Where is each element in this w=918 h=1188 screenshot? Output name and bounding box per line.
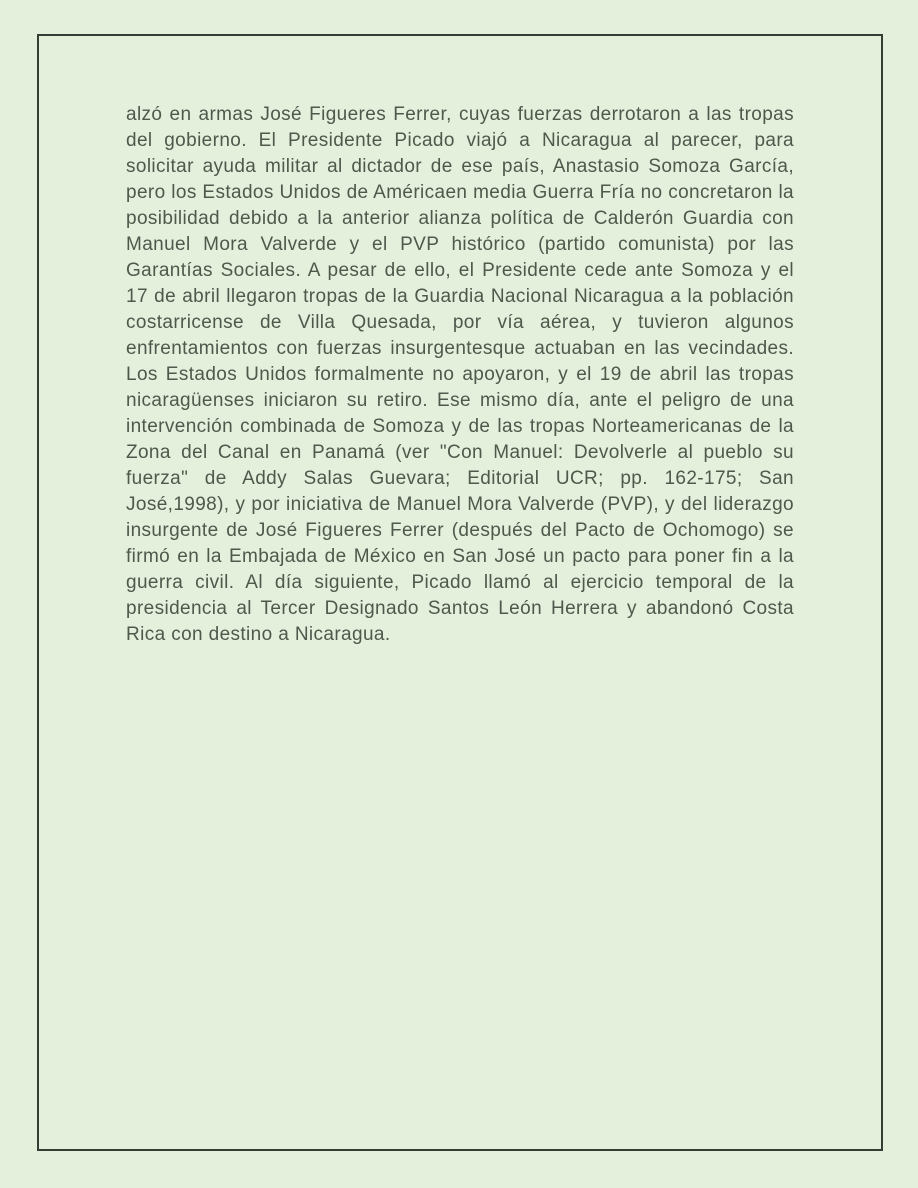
page-border-frame <box>37 34 883 1151</box>
paragraph-text: alzó en armas José Figueres Ferrer, cuyas fuerzas derrotaron a las tropas del gobierno. El Presidente Picado viajó a Nicaragua al parecer, para solicitar ayuda militar al dictador de ese país, Anastasio Somoza García, pero los Estados Unidos de Américaen media Guerra Fría no concretaron la posibilidad debido a la anterior alianza política de Calderón Guardia con Manuel Mora Valverde y el PVP histórico (partido comunista) por las Garantías Sociales. A pesar de ello, el Presidente cede ante Somoza y el 17 de abril llegaron tropas de la Guardia Nacional Nicaragua a la población costarricense de Villa Quesada, por vía aérea, y tuvieron algunos enfrentamientos con fuerzas insurgentesque actuaban en las vecindades. Los Estados Unidos formalmente no apoyaron, y el 19 de abril las tropas nicaragüenses iniciaron su retiro. Ese mismo día, ante el peligro de una intervención combinada de Somoza y de las tropas Norteamericanas de la Zona del Canal en Panamá (ver "Con Manuel: Devolverle al pueblo su fuerza" de Addy Salas Guevara; Editorial UCR; pp. 162-175; San José,1998), y por iniciativa de Manuel Mora Valverde (PVP), y del liderazgo insurgente de José Figueres Ferrer (después del Pacto de Ochomogo) se firmó en la Embajada de México en San José un pacto para poner fin a la guerra civil. Al día siguiente, Picado llamó al ejercicio temporal de la presidencia al Tercer Designado Santos León Herrera y abandonó Costa Rica con destino a Nicaragua. <box>126 104 794 645</box>
